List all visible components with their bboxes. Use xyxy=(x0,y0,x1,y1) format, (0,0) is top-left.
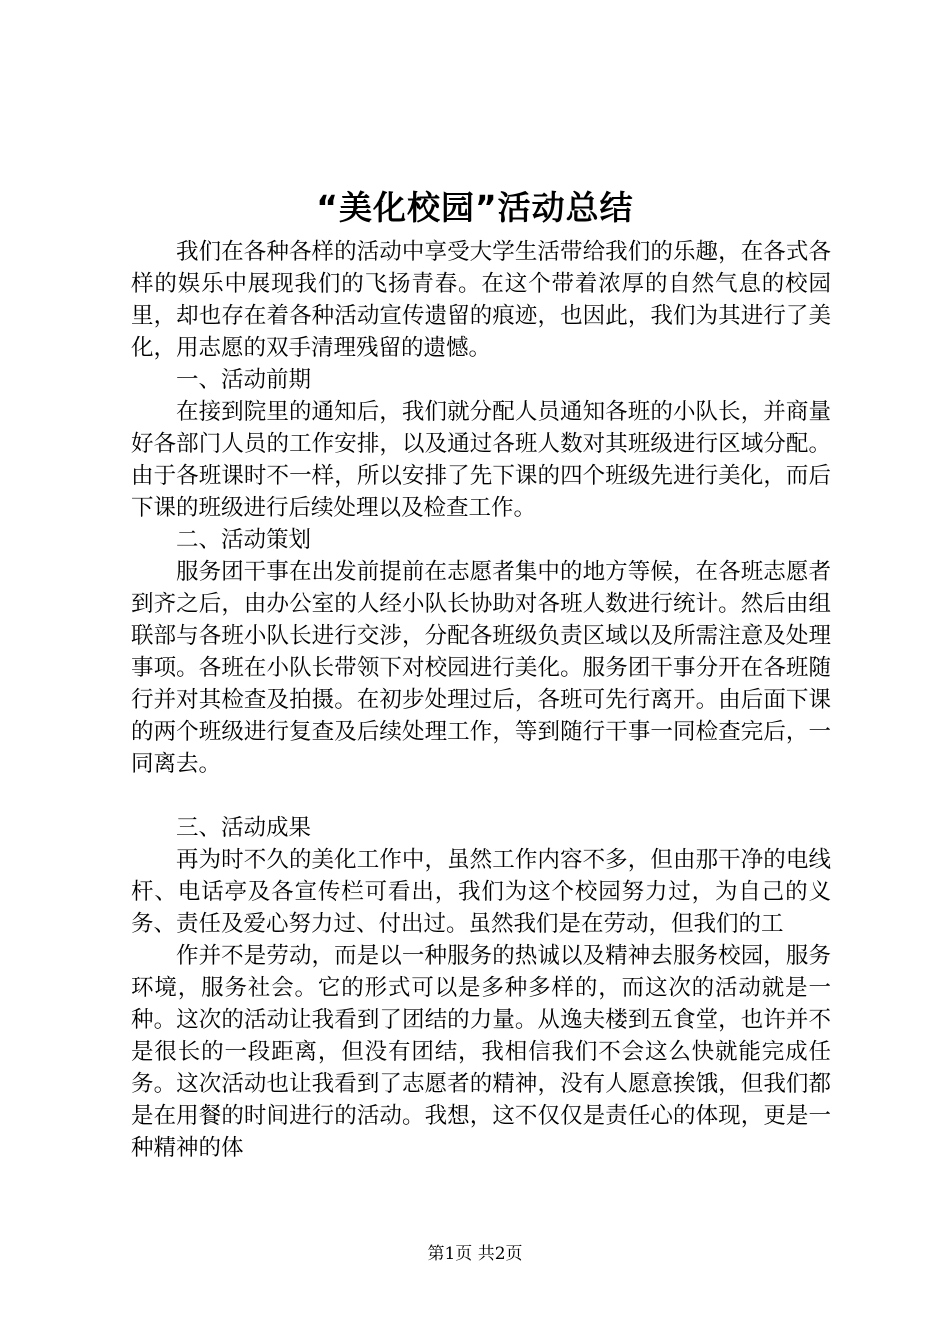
document-body xyxy=(131,236,831,1164)
planning-paragraph: 服务团干事在出发前提前在志愿者集中的地方等候，在各班志愿者到齐之后，由办公室的人经小队长协助对各班人数进行统计。然后由组联部与各班小队长进行交涉，分配各班级负责区域以及所需注意及处理事项。各班在小队长带领下对校园进行美化。服务团干事分开在各班随行并对其检查及拍摄。在初步处理过后，各班可先行离开。由后面下课的两个班级进行复查及后续处理工作，等到随行干事一同检查完后，一同离去。 xyxy=(131,559,831,777)
section-heading-results: 三、活动成果 xyxy=(176,815,312,841)
results-paragraph: 再为时不久的美化工作中，虽然工作内容不多，但由那干净的电线杆、电话亭及各宣传栏可看出，我们为这个校园努力过，为自己的义务、责任及爱心努力过、付出过。虽然我们是在劳动，但我们的工 xyxy=(131,847,831,937)
document-title: “美化校园”活动总结 xyxy=(316,188,634,227)
intro-paragraph: 我们在各种各样的活动中享受大学生活带给我们的乐趣，在各式各样的娱乐中展现我们的飞扬青春。在这个带着浓厚的自然气息的校园里，却也存在着各种活动宣传遗留的痕迹，也因此，我们为其进行了美化，用志愿的双手清理残留的遗憾。 xyxy=(131,239,831,361)
preparation-paragraph: 在接到院里的通知后，我们就分配人员通知各班的小队长，并商量好各部门人员的工作安排，以及通过各班人数对其班级进行区域分配。由于各班课时不一样，所以安排了先下课的四个班级先进行美化，而后下课的班级进行后续处理以及检查工作。 xyxy=(131,399,831,521)
page-indicator: 第1页 共2页 xyxy=(427,1244,523,1264)
results-continued-paragraph: 作并不是劳动，而是以一种服务的热诚以及精神去服务校园，服务环境，服务社会。它的形式可以是多种多样的，而这次的活动就是一种。这次的活动让我看到了团结的力量。从逸夫楼到五食堂，也许并不是很长的一段距离，但没有团结，我相信我们不会这么快就能完成任务。这次活动也让我看到了志愿者的精神，没有人愿意挨饿，但我们都是在用餐的时间进行的活动。我想，这不仅仅是责任心的体现，更是一种精神的体 xyxy=(131,943,831,1161)
section-heading-preparation: 一、活动前期 xyxy=(176,367,312,393)
section-heading-planning: 二、活动策划 xyxy=(176,527,312,553)
blank-line xyxy=(131,780,831,812)
